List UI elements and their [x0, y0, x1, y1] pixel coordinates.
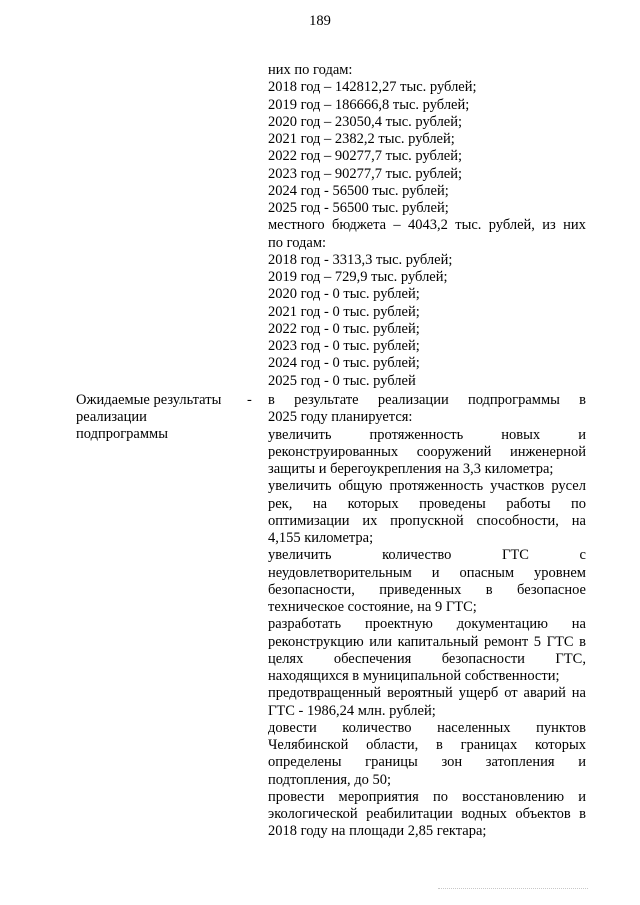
word: результате	[294, 392, 359, 408]
word: провести	[268, 788, 325, 805]
result-line	[268, 616, 586, 633]
funding-year-line: 2024 год - 56500 тыс. рублей;	[268, 182, 449, 199]
result-line: 4,155 километра;	[268, 530, 374, 546]
funding-year-line: 2020 год – 23050,4 тыс. рублей;	[268, 113, 463, 130]
word: безопасности,	[268, 581, 355, 598]
word: на	[571, 512, 586, 529]
word: населенных	[437, 719, 511, 736]
local-year-line: 2022 год - 0 тыс. рублей;	[268, 320, 420, 337]
word: зон	[441, 754, 463, 771]
word: в	[485, 581, 493, 598]
word: опасным	[459, 564, 515, 581]
word: них	[563, 217, 586, 234]
word: уровнем	[534, 564, 586, 581]
word: проведены	[419, 495, 486, 512]
result-line	[268, 427, 586, 444]
local-year-line: 2025 год - 0 тыс. рублей	[268, 372, 416, 389]
word: по	[433, 788, 449, 805]
funding-year-line: 2021 год – 2382,2 тыс. рублей;	[268, 131, 455, 147]
result-line	[268, 565, 586, 582]
word: в	[579, 633, 586, 650]
result-line: ГТС - 1986,24 млн. рублей;	[268, 702, 436, 719]
word: реконструированных	[268, 443, 399, 460]
word: границы	[365, 754, 418, 771]
word: местного	[268, 217, 325, 234]
word: с	[579, 547, 586, 564]
word: в	[579, 392, 586, 408]
separator-dash: -	[247, 392, 252, 408]
expected-results-text	[268, 392, 586, 841]
word: оптимизации	[268, 512, 350, 529]
word: объектов	[515, 806, 571, 822]
local-year-line: 2018 год - 3313,3 тыс. рублей;	[268, 251, 453, 268]
word: увеличить	[268, 426, 332, 443]
result-line	[268, 634, 586, 651]
result-line	[268, 513, 586, 530]
word: безопасности	[441, 650, 525, 667]
word: из	[542, 217, 556, 234]
local-year-line: 2023 год - 0 тыс. рублей;	[268, 338, 420, 354]
local-year-line: 2024 год - 0 тыс. рублей;	[268, 355, 420, 372]
result-line: подтопления, до 50;	[268, 771, 392, 788]
word: на	[571, 616, 586, 633]
word: ремонт	[483, 633, 529, 650]
local-year-line: 2021 год - 0 тыс. рублей;	[268, 303, 420, 320]
funding-year-line: 2019 год – 186666,8 тыс. рублей;	[268, 96, 470, 113]
word: предотвращенный	[268, 685, 382, 702]
word: инженерной	[509, 443, 586, 460]
label-line: Ожидаемые результаты	[76, 392, 222, 408]
word: и	[578, 426, 586, 443]
word: ущерб	[458, 685, 499, 702]
result-line	[268, 806, 586, 823]
word: реабилитации	[366, 806, 453, 822]
local-budget-years	[268, 252, 586, 390]
word: на	[312, 495, 328, 512]
result-line	[268, 547, 586, 564]
word: тыс.	[455, 217, 482, 234]
word: которых	[534, 737, 586, 753]
funding-block	[268, 62, 586, 390]
word: на	[571, 685, 586, 702]
word: экологической	[268, 806, 358, 822]
word: их	[362, 512, 378, 529]
word: рублей,	[488, 217, 535, 234]
word: количество	[382, 547, 452, 564]
word: бюджета	[331, 217, 387, 234]
word: ГТС,	[555, 650, 586, 667]
word: пропускной	[390, 512, 464, 529]
result-line	[268, 720, 586, 737]
result-line	[268, 478, 586, 495]
word: затопления	[485, 754, 555, 771]
word: увеличить	[268, 547, 332, 564]
local-year-line: 2019 год – 729,9 тыс. рублей;	[268, 269, 448, 285]
word: от	[504, 685, 518, 702]
word: документацию	[456, 616, 548, 633]
word: в	[436, 737, 443, 753]
result-line	[268, 685, 586, 702]
word: проектную	[364, 616, 433, 633]
result-line: 2018 году на площади 2,85 гектара;	[268, 823, 487, 840]
word: приведенных	[379, 581, 462, 598]
result-line: находящихся в муниципальной собственности;	[268, 668, 560, 684]
word: протяженность	[369, 426, 464, 443]
word: 4043,2	[408, 217, 448, 234]
result-line	[268, 651, 586, 668]
word: реконструкцию	[268, 633, 364, 650]
result-line	[268, 754, 586, 771]
word: ГТС	[546, 633, 574, 650]
footer-scan-marks	[438, 888, 588, 892]
result-line: 2025 году планируется:	[268, 409, 413, 426]
label-line: подпрограммы	[76, 426, 168, 442]
result-line	[268, 582, 586, 599]
funding-year-line: 2018 год – 142812,27 тыс. рублей;	[268, 79, 477, 96]
funding-year-line: 2022 год – 90277,7 тыс. рублей;	[268, 148, 463, 165]
word: –	[393, 217, 401, 234]
word: определены	[268, 754, 342, 771]
word: ГТС	[501, 547, 529, 564]
result-line: техническое состояние, на 9 ГТС;	[268, 599, 477, 615]
result-line	[268, 444, 586, 461]
word: вероятный	[387, 685, 453, 702]
word: общую	[338, 478, 383, 495]
word: количество	[342, 719, 412, 736]
word: аварий	[523, 685, 566, 702]
word: в	[268, 392, 275, 408]
word: работы	[506, 495, 551, 512]
word: Челябинской	[268, 737, 349, 753]
result-line	[268, 737, 586, 754]
word: области,	[366, 737, 419, 753]
result-line	[268, 392, 586, 409]
word: восстановлению	[462, 788, 565, 805]
word: участков	[490, 478, 545, 495]
funding-by-years	[268, 62, 586, 217]
word: 5	[533, 633, 541, 650]
word: пунктов	[536, 719, 586, 736]
local-year-line: 2020 год - 0 тыс. рублей;	[268, 286, 420, 303]
word: границах	[460, 737, 518, 753]
page-number: 189	[309, 13, 331, 29]
word: водных	[461, 806, 507, 822]
word: довести	[268, 719, 317, 736]
word: в	[579, 806, 586, 822]
expected-results-label	[76, 392, 246, 443]
word: способности,	[476, 512, 559, 529]
local-budget-by-years-label: по годам:	[268, 234, 327, 251]
funding-year-line: них по годам:	[268, 62, 353, 78]
word: протяженность	[389, 478, 484, 495]
label-line: реализации	[76, 409, 147, 425]
funding-year-line: 2025 год - 56500 тыс. рублей;	[268, 200, 449, 216]
funding-year-line: 2023 год – 90277,7 тыс. рублей;	[268, 165, 463, 182]
word: мероприятия	[338, 788, 419, 805]
word: безопасное	[517, 581, 586, 598]
local-budget-total	[268, 217, 586, 234]
word: и	[431, 564, 440, 581]
word: увеличить	[268, 478, 332, 495]
word: по	[570, 495, 586, 512]
word: которых	[347, 495, 399, 512]
word: и	[578, 788, 586, 805]
word: сооружений	[416, 443, 492, 460]
word: целях	[268, 650, 304, 667]
word: обеспечения	[333, 650, 412, 667]
word: рек,	[268, 495, 293, 512]
result-line	[268, 789, 586, 806]
result-line	[268, 496, 586, 513]
word: новых	[501, 426, 541, 443]
word: подпрограммы	[467, 392, 560, 408]
word: русел	[551, 478, 586, 495]
result-line: защиты и берегоукрепления на 3,3 километра;	[268, 461, 554, 477]
word: разработать	[268, 616, 342, 633]
word: и	[578, 754, 586, 771]
word: или	[369, 633, 393, 650]
word: реализации	[377, 392, 449, 408]
word: капитальный	[397, 633, 479, 650]
word: неудовлетворительным	[268, 564, 412, 581]
